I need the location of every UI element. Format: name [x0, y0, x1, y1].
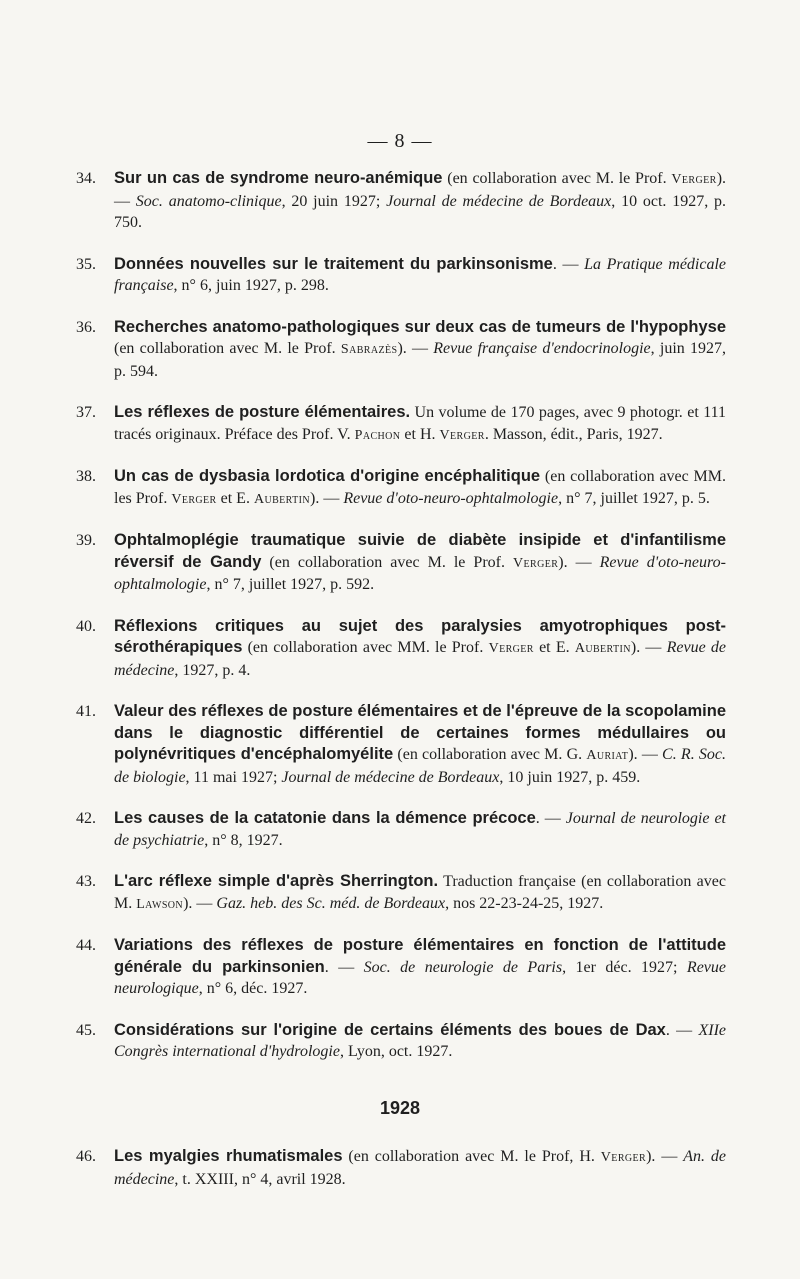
bibliography-list-1928 — [76, 1146, 726, 1210]
journal-name: Revue de médecine — [114, 639, 726, 679]
entry-text: . — — [665, 1021, 699, 1039]
author-name: Verger — [488, 641, 534, 656]
year-heading: 1928 — [379, 1098, 421, 1118]
entry-text: (en collaboration avec M. G. — [393, 746, 587, 763]
entry-title: Les myalgies rhumatismales — [114, 1147, 343, 1165]
entry-39 — [76, 530, 726, 596]
author-name: Aubertin — [253, 491, 310, 507]
entry-title: Recherches anatomo-pathologiques sur deux cas de tumeurs de l'hypophyse — [114, 317, 726, 336]
entry-text: (en collaboration avec M. le Prof, H. — [342, 1148, 601, 1165]
entry-text: ). — — [397, 340, 434, 357]
entry-text: . — — [324, 958, 364, 976]
journal-name: Gaz. heb. des Sc. méd. de Bordeaux — [216, 894, 446, 912]
entry-text: ). — — [628, 746, 663, 763]
entry-text: , t. XXIII, n° 4, avril 1928. — [174, 1170, 346, 1188]
author-name: Sabrazès — [340, 342, 398, 357]
entry-number: 38. — [76, 468, 96, 485]
entry-number: 37. — [76, 404, 96, 421]
journal-name: Soc. de neurologie de Paris — [363, 958, 563, 976]
entry-title: Variations des réflexes de posture élémentaires en fonction de l'attitude générale du parkinsonien — [114, 936, 726, 976]
entry-40 — [76, 616, 726, 682]
entry-44 — [76, 935, 726, 1000]
entry-text: (en collaboration avec M. le Prof. — [114, 340, 341, 357]
entry-number: 43. — [76, 873, 96, 890]
journal-name: Revue d'oto-neuro-ophtalmologie — [343, 489, 559, 507]
entry-title: Données nouvelles sur le traitement du parkinsonisme — [114, 254, 553, 273]
entry-text: ). — — [114, 170, 727, 210]
entry-title: Valeur des réflexes de posture élémentaires et de l'épreuve de la scopolamine dans le diagnostic différentiel de certaines formes médullaires ou polynévritiques d'encéphalomyélite — [114, 702, 726, 763]
entry-text: (en collaboration avec M. le Prof. — [261, 553, 513, 571]
page-number: — 8 — — [367, 130, 433, 152]
entry-text: . — — [552, 255, 585, 273]
entry-text: , 10 oct. 1927, p. 750. — [114, 192, 727, 231]
author-name: Auriat — [586, 748, 629, 763]
journal-name: XIIe Congrès international d'hydrologie — [114, 1021, 727, 1060]
entry-text: (en collaboration avec M. le Prof. — [442, 170, 672, 187]
journal-name: La Pratique médicale française — [114, 255, 727, 294]
entry-text: , n° 7, juillet 1927, p. 5. — [558, 489, 710, 507]
entry-text: , n° 6, juin 1927, p. 298. — [173, 277, 329, 294]
entry-text: , 1927, p. 4. — [174, 661, 251, 679]
entry-title: Considérations sur l'origine de certains éléments des boues de Dax — [114, 1020, 666, 1039]
entry-text: ). — — [310, 489, 344, 507]
entry-text: ). — — [558, 553, 600, 571]
entry-text: , nos 22-23-24-25, 1927. — [445, 894, 604, 912]
entry-34 — [76, 168, 726, 234]
journal-name: Revue française d'endocrinologie — [433, 340, 651, 357]
author-name: Lawson — [136, 896, 184, 912]
entry-text: , Lyon, oct. 1927. — [339, 1043, 453, 1060]
entry-title: Ophtalmoplégie traumatique suivie de diabète insipide et d'infantilisme réversif de Gandy — [114, 531, 726, 571]
author-name: Verger — [439, 427, 485, 443]
entry-text: (en collaboration avec MM. le Prof. — [242, 639, 489, 656]
entry-text: , 11 mai 1927; — [185, 768, 282, 786]
entry-number: 42. — [76, 810, 96, 827]
entry-text: , 20 juin 1927; — [281, 192, 387, 210]
author-name: Aubertin — [574, 641, 631, 656]
entry-45 — [76, 1020, 726, 1063]
entry-text: , n° 6, déc. 1927. — [198, 980, 308, 997]
entry-text: et E. — [533, 639, 575, 656]
entry-text: , juin 1927, p. 594. — [114, 340, 726, 380]
journal-name: Journal de médecine de Bordeaux — [386, 192, 612, 210]
entry-text: . — — [535, 810, 566, 827]
entry-35 — [76, 254, 726, 297]
entry-text: , n° 7, juillet 1927, p. 592. — [206, 576, 375, 593]
entry-number: 41. — [76, 703, 96, 720]
journal-name: An. de médecine — [114, 1148, 727, 1188]
entry-number: 40. — [76, 617, 96, 635]
entry-number: 46. — [76, 1148, 96, 1165]
entry-text: ). — — [183, 894, 217, 912]
entry-title: Sur un cas de syndrome neuro-anémique — [114, 169, 443, 187]
author-name: Verger — [512, 555, 559, 571]
author-name: Verger — [171, 491, 217, 507]
entry-text: , 10 juin 1927, p. 459. — [499, 768, 641, 786]
entry-number: 34. — [76, 170, 96, 187]
entry-text: Un volume de 170 pages, avec 9 photogr. et 111 tracés originaux. Préface des Prof. V. — [114, 404, 727, 443]
entry-text: , 1er déc. 1927; — [562, 958, 687, 976]
entry-title: Réflexions critiques au sujet des paralysies amyotrophiques post-sérothérapiques — [114, 616, 726, 656]
entry-number: 45. — [76, 1021, 96, 1039]
entry-number: 44. — [76, 937, 96, 954]
entry-38 — [76, 466, 726, 510]
entry-number: 36. — [76, 318, 96, 336]
entry-number: 39. — [76, 532, 96, 549]
journal-name: Journal de médecine de Bordeaux — [281, 768, 500, 786]
entry-text: (en collaboration avec MM. les Prof. — [114, 468, 726, 507]
entry-42 — [76, 808, 726, 851]
author-name: Verger — [671, 172, 717, 187]
entry-text: et E. — [216, 489, 254, 507]
entry-37 — [76, 402, 726, 446]
entry-text: Traduction française (en collaboration avec M. — [114, 873, 726, 912]
author-name: Pachon — [354, 427, 401, 443]
entry-title: Les réflexes de posture élémentaires. — [114, 403, 411, 421]
entry-text: et H. — [400, 425, 440, 443]
journal-name: C. R. Soc. de biologie — [114, 746, 726, 786]
entry-41 — [76, 701, 726, 788]
entry-title: Les causes de la catatonie dans la démence précoce — [114, 809, 536, 827]
entry-title: Un cas de dysbasia lordotica d'origine encéphalitique — [114, 467, 541, 485]
entry-text: ). — — [646, 1148, 684, 1165]
bibliography-list — [76, 168, 726, 1083]
entry-46 — [76, 1146, 726, 1190]
journal-name: Revue neurologique — [114, 958, 726, 997]
journal-name: Journal de neurologie et de psychiatrie — [114, 810, 726, 849]
entry-text: , n° 8, 1927. — [204, 831, 283, 849]
entry-title: L'arc réflexe simple d'après Sherrington. — [114, 872, 439, 890]
entry-43 — [76, 871, 726, 915]
entry-number: 35. — [76, 255, 96, 273]
entry-text: ). — — [630, 639, 667, 656]
journal-name: Revue d'oto-neuro-ophtalmologie — [114, 553, 726, 593]
entry-36 — [76, 317, 726, 383]
entry-text: . Masson, édit., Paris, 1927. — [484, 425, 663, 443]
journal-name: Soc. anatomo-clinique — [135, 192, 282, 210]
author-name: Verger — [600, 1150, 647, 1165]
